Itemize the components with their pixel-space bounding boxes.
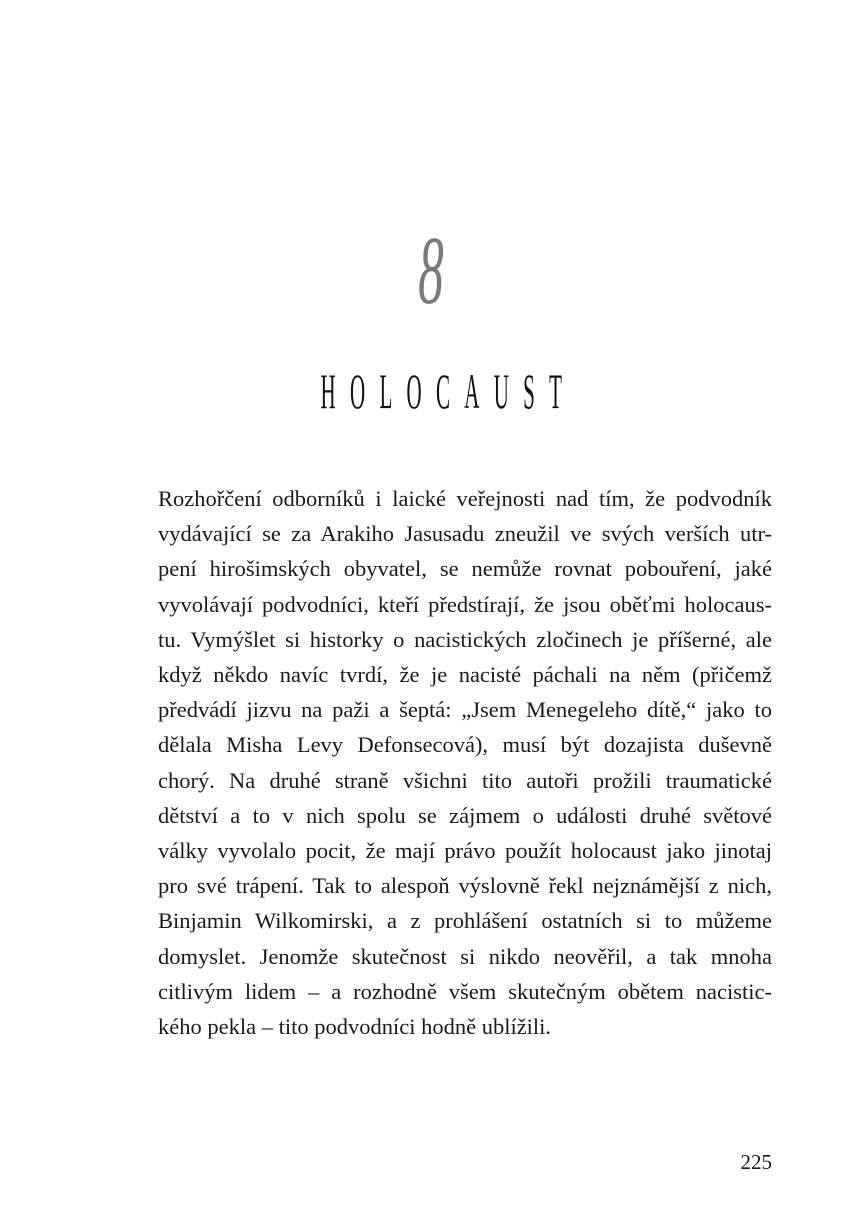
text-line: tu. Vymýšlet si historky o nacistických zločinech je příšerné, ale bbox=[158, 626, 772, 652]
text-line: pro své trápení. Tak to alespoň výslovně řekl nejznámější z nich, bbox=[158, 873, 772, 899]
text-line: dělala Misha Levy Defonsecová), musí být dozajista duševně bbox=[158, 732, 772, 758]
text-line: vyvolávají podvodníci, kteří předstírají, že jsou oběťmi holocaus- bbox=[158, 591, 772, 617]
text-line: předvádí jizvu na paži a šeptá: „Jsem Menegeleho dítě,“ jako to bbox=[158, 697, 772, 723]
text-line: války vyvolalo pocit, že mají právo použít holocaust jako jinotaj bbox=[158, 838, 772, 864]
text-line: když někdo navíc tvrdí, že je nacisté páchali na něm (přičemž bbox=[158, 662, 772, 688]
chapter-number: 8 bbox=[418, 217, 444, 325]
text-line: Binjamin Wilkomirski, a z prohlášení ostatních si to můžeme bbox=[158, 908, 772, 934]
text-line: domyslet. Jenomže skutečnost si nikdo neověřil, a tak mnoha bbox=[158, 943, 772, 969]
page-number: 225 bbox=[740, 1150, 772, 1174]
text-line: kého pekla – tito podvodníci hodně ublížili. bbox=[158, 1014, 552, 1040]
text-line: chorý. Na druhé straně všichni tito autoři prožili traumatické bbox=[158, 767, 772, 793]
text-line: vydávající se za Arakiho Jasusadu zneužil ve svých verších utr- bbox=[158, 521, 772, 547]
body-paragraph bbox=[158, 481, 772, 1044]
chapter-title-text: HOLOCAUST bbox=[320, 363, 576, 419]
text-line: citlivým lidem – a rozhodně všem skutečným obětem nacistic- bbox=[158, 978, 772, 1004]
text-line: pení hirošimských obyvatel, se nemůže rovnat pobouření, jaké bbox=[158, 556, 772, 582]
text-line: Rozhořčení odborníků i laické veřejnosti nad tím, že podvodník bbox=[158, 486, 772, 511]
text-line: dětství a to v nich spolu se zájmem o události druhé světové bbox=[158, 802, 772, 828]
chapter-title bbox=[0, 363, 862, 419]
